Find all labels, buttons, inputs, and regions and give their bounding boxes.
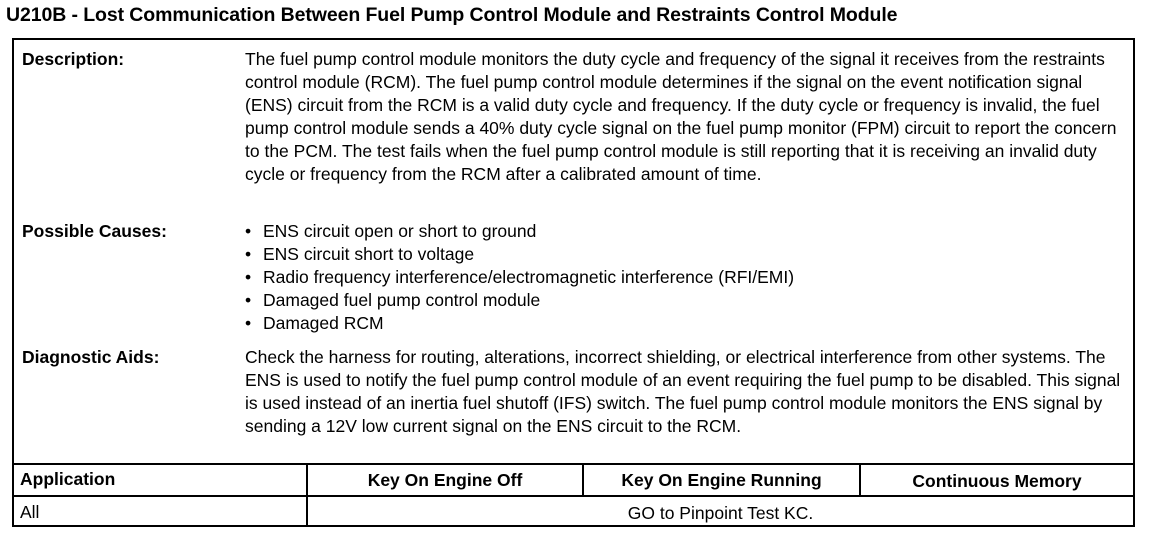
list-item <box>245 243 1125 266</box>
list-item <box>245 312 1125 335</box>
diagnostic-aids-body <box>245 346 1125 438</box>
cause-text: Damaged RCM <box>263 313 384 333</box>
description-text: The fuel pump control module monitors the duty cycle and frequency of the signal it receives from the restraints control module (RCM). The fuel pump control module determines if the signal on the event notification signal (ENS) circuit from the RCM is a valid duty cycle and frequency. If the duty cycle or frequency is invalid, the fuel pump control module sends a 40% duty cycle signal on the fuel pump monitor (FPM) circuit to report the concern to the PCM. The test fails when the fuel pump control module is still reporting that it is receiving an invalid duty cycle or frequency from the RCM after a calibrated amount of time. <box>245 49 1117 184</box>
header-key-on-engine-off: Key On Engine Off <box>367 470 523 490</box>
possible-causes-list <box>245 220 1125 335</box>
list-item <box>245 220 1125 243</box>
diagnostic-table <box>12 38 1135 527</box>
header-application: Application <box>20 469 116 489</box>
bullet-icon: • <box>245 244 252 264</box>
diagnostic-aids-text: Check the harness for routing, alterations, incorrect shielding, or electrical interference from other systems. The ENS is used to notify the fuel pump control module of an event requiring the fuel pump to be disabled. This signal is used instead of an inertia fuel shutoff (IFS) switch. The fuel pump control module monitors the ENS signal by sending a 12V low current signal on the ENS circuit to the RCM. <box>245 347 1121 436</box>
diagnostic-aids-label: Diagnostic Aids: <box>22 347 160 367</box>
header-continuous-memory: Continuous Memory <box>912 471 1082 491</box>
table-row-application: All <box>20 502 40 522</box>
description-label: Description: <box>22 49 125 69</box>
page-title: U210B - Lost Communication Between Fuel Pump Control Module and Restraints Control Module <box>6 4 898 26</box>
header-key-on-engine-running: Key On Engine Running <box>621 470 822 490</box>
table-row-divider <box>14 495 1133 497</box>
bullet-icon: • <box>245 267 252 287</box>
table-row-action: GO to Pinpoint Test KC. <box>627 503 814 523</box>
table-top-divider <box>14 463 1133 465</box>
description-body <box>245 48 1125 186</box>
cause-text: Radio frequency interference/electromagnetic interference (RFI/EMI) <box>263 267 795 287</box>
list-item <box>245 289 1125 312</box>
bullet-icon: • <box>245 313 252 333</box>
cause-text: ENS circuit open or short to ground <box>263 221 537 241</box>
list-item <box>245 266 1125 289</box>
possible-causes-label: Possible Causes: <box>22 221 167 241</box>
bullet-icon: • <box>245 290 252 310</box>
possible-causes-body <box>245 220 1125 335</box>
cause-text: ENS circuit short to voltage <box>263 244 475 264</box>
cause-text: Damaged fuel pump control module <box>263 290 541 310</box>
bullet-icon: • <box>245 221 252 241</box>
